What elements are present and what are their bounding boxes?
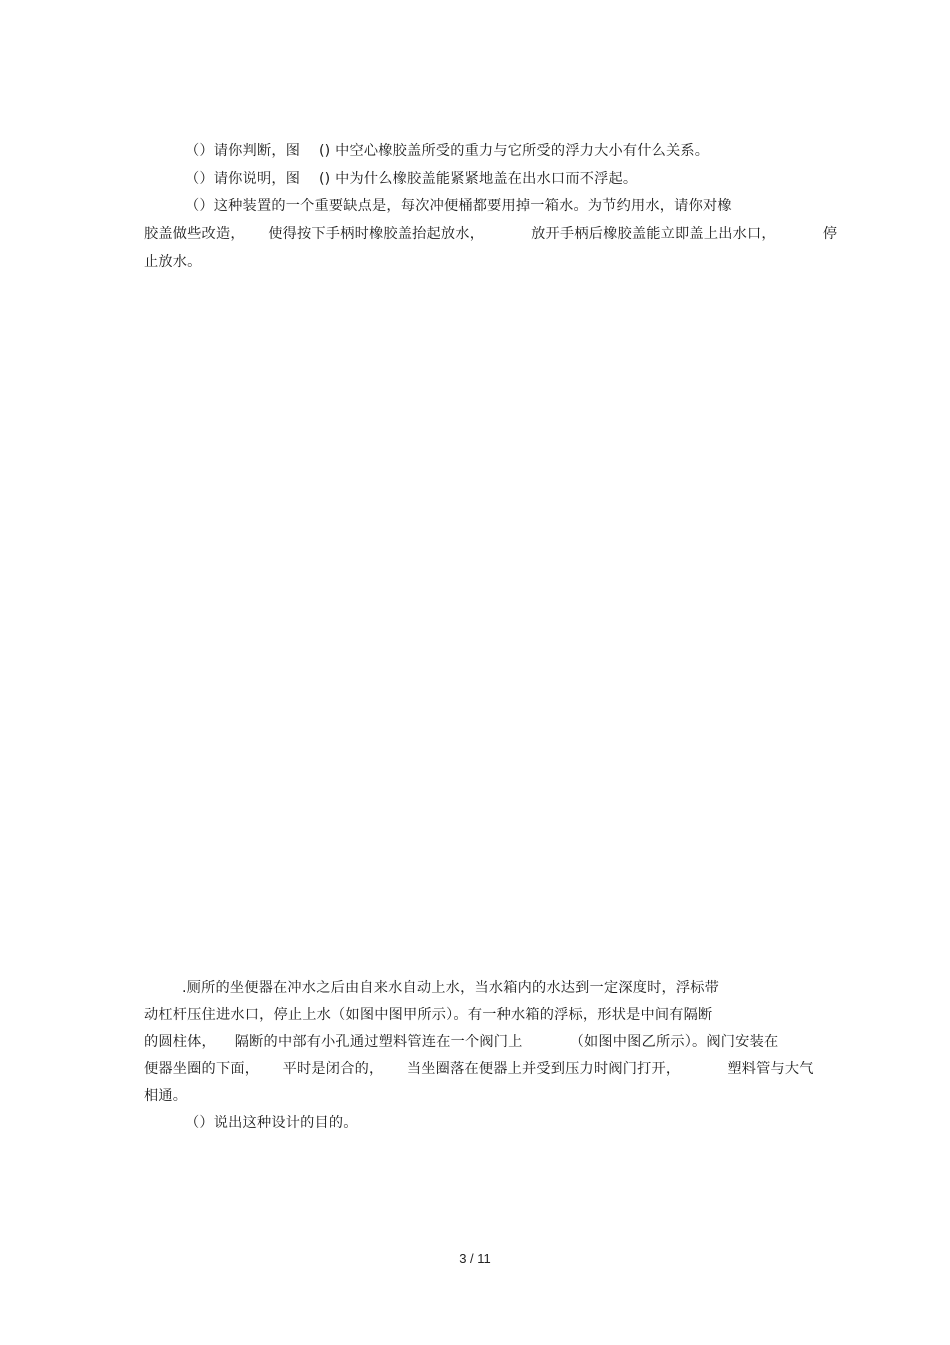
paragraph-line-4: 便器坐圈的下面， 平时是闭合的， 当坐圈落在便器上并受到压力时阀门打开， 塑料管与大气 <box>144 1061 814 1077</box>
question-line-2: （）请你说明，图 () 中为什么橡胶盖能紧紧地盖在出水口而不浮起。 <box>185 171 638 187</box>
question-line-5: 止放水。 <box>144 254 202 270</box>
paragraph-line-1: .厕所的坐便器在冲水之后由自来水自动上水，当水箱内的水达到一定深度时，浮标带 <box>182 980 720 996</box>
paragraph-line-2: 动杠杆压住进水口，停止上水（如图中图甲所示）。有一种水箱的浮标，形状是中间有隔断 <box>144 1007 713 1023</box>
question-line-4: 胶盖做些改造， 使得按下手柄时橡胶盖抬起放水， 放开手柄后橡胶盖能立即盖上出水口， 停 <box>144 226 838 242</box>
paragraph-line-3: 的圆柱体， 隔断的中部有小孔通过塑料管连在一个阀门上 （如图中图乙所示）。阀门安装在 <box>144 1034 779 1050</box>
question-line-6: （）说出这种设计的目的。 <box>185 1115 358 1131</box>
question-line-3: （）这种装置的一个重要缺点是，每次冲便桶都要用掉一箱水。为节约用水，请你对橡 <box>185 198 732 214</box>
paragraph-line-5: 相通。 <box>144 1088 188 1104</box>
question-line-1: （）请你判断，图 () 中空心橡胶盖所受的重力与它所受的浮力大小有什么关系。 <box>185 143 710 159</box>
page-number: 3 / 11 <box>459 1251 491 1266</box>
